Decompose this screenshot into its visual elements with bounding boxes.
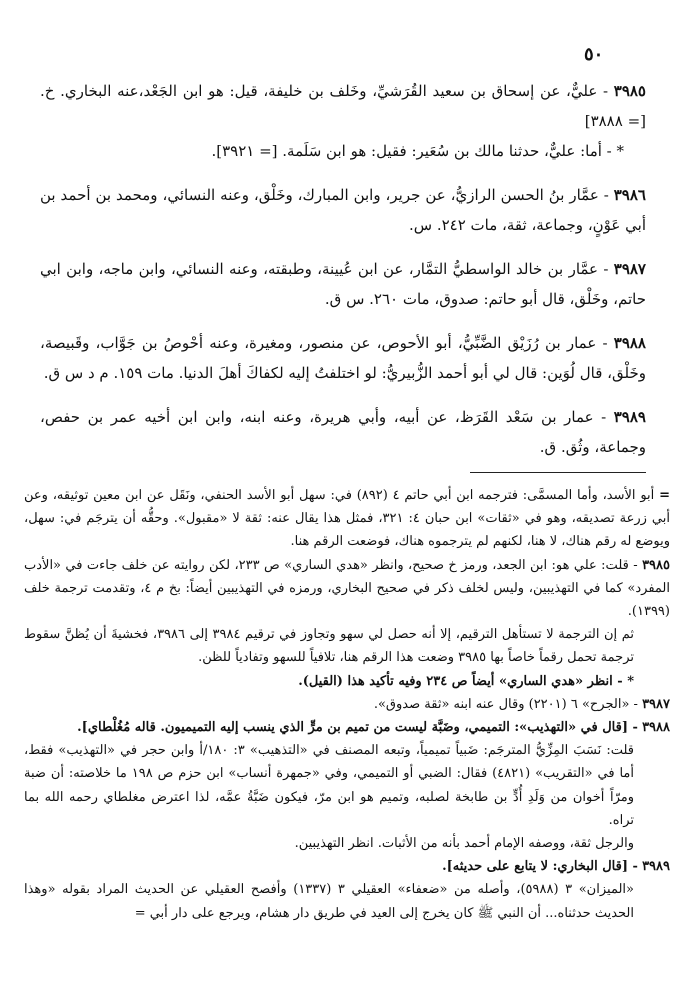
- note-text: - [قال البخاري: لا يتابع على حديثه].: [442, 859, 638, 875]
- note-number: =: [659, 488, 670, 503]
- entry-text: - عمار بن سَعْد القَرَظ، عن أبيه، وأبي هريرة، وعنه ابنه، وابن ابن أخيه عمر بن حفص، وجماعة، وثُق. ق.: [40, 408, 646, 456]
- footnotes: [24, 484, 670, 925]
- entry-text: - عمَّار بنُ الحسن الرازيُّ، عن جرير، وابن المبارك، وخَلْق، وعنه النسائي، ومحمد بن أحمد بن أبي عَوْنٍ، وجماعة، ثقة، مات ٢٤٢. س.: [40, 186, 646, 234]
- note-paragraph: قلت: نَسَبَ المِزِّيُّ المترجَم: ضَبياً تميمياً، وتبعه المصنف في «التذهيب» ٣: ١٨٠/أ وابن حجر في «التهذيب» فقط، أما في «التقريب» (٤٨٢١) فقال: الضبي أو التميمي، وفي «جمهرة أنساب» ابن حزم ص ١٩٨ ما خلاصته: أن ضبة ومرّاً أخوان من وَلَدِ أُدٍّ بن طابخة لصلبه، وتميم هو ابن مرّ، فيكون ضَبَّةُ عمَّه، لذا اعترض مغلطاي رحمه الله بما تراه.: [24, 743, 635, 828]
- note-3985: [24, 554, 670, 693]
- entry-3989: [40, 402, 646, 462]
- entry-number: ٣٩٨٥: [613, 82, 646, 100]
- note-3988: [24, 716, 670, 855]
- note-paragraph: ثم إن الترجمة لا تستأهل الترقيم، إلا أنه حصل لي سهو وتجاوز في ترقيم ٣٩٨٤ إلى ٣٩٨٦، فخشيةَ أن يُظنَّ سقوط ترجمة تحمل رقماً خاصاً بها ٣٩٨٥ وضعت هذا الرقم هنا، تلافياً للسهو وتفادياً للظن.: [24, 627, 634, 666]
- note-3989: [24, 855, 670, 925]
- note-text: أبو الأسد، وأما المسمَّى: فترجمه ابن أبي حاتم ٤ (٨٩٢) في: سهل أبو الأسد الحنفي، ونَقَل عن ابن معين توثيقه، وعن أبي زرعة تصديقه، وهو في «ثقات» ابن حبان ٤: ٣٢١، فمثل هذا يقال عنه: ثقة لا «مقبول». وحقُّه أن يترجَم في: سهل، ويوضع له رقم هناك، لا هنا، لكنهم لم يترجموه هناك، فوضعت الرقم هنا.: [24, 488, 670, 550]
- entry-number: ٣٩٨٨: [613, 334, 646, 352]
- note-3987: [24, 693, 670, 716]
- note-paragraph: «الميزان» ٣ (٥٩٨٨)، وأصله من «ضعفاء» العقيلي ٣ (١٣٣٧) وأفصح العقيلي عن الحديث المراد بقوله «وهذا الحديث حدثناه... أن النبي ﷺ كان يخرج إلى العيد في طريق دار هشام، ويرجع على دار أبي =: [24, 882, 634, 921]
- entry-3985: [40, 76, 646, 166]
- note-number: ٣٩٨٥: [642, 557, 670, 573]
- note-continuation: [24, 484, 670, 554]
- footnote-divider: [470, 472, 646, 473]
- note-number: ٣٩٨٧: [642, 696, 670, 712]
- page-number: ٥٠: [584, 44, 604, 65]
- main-text: [40, 76, 646, 476]
- note-text: - «الجرح» ٦ (٢٢٠١) وقال عنه ابنه «ثقة صدوق».: [373, 696, 638, 712]
- entry-3986: [40, 180, 646, 240]
- entry-subnote: * - أما: عليٌّ، حدثنا مالك بن سُعَير: فقيل: هو ابن سَلَمة. [= ٣٩٢١].: [211, 142, 624, 160]
- note-paragraph: * - انظر «هدي الساري» أيضاً ص ٢٣٤ وفيه تأكيد هذا (القيل).: [298, 673, 634, 689]
- note-paragraph: والرجل ثقة، ووصفه الإمام أحمد بأنه من الأثبات. انظر التهذيبين.: [294, 836, 634, 852]
- entry-3988: [40, 328, 646, 388]
- note-number: ٣٩٨٩: [642, 859, 670, 875]
- entry-text: - عمَّار بن خالد الواسطيُّ التمَّار، عن ابن عُيينة، وطبقته، وعنه النسائي، وابن ماجه، وابن ابي حاتم، وخَلْق، قال أبو حاتم: صدوق، مات ٢٦٠. س ق.: [40, 260, 646, 308]
- entry-text: - عليٌّ، عن إسحاق بن سعيد القُرَشيِّ، وخَلف بن خليفة، قيل: هو ابن الجَعْد،عنه البخاري. خ. [= ٣٨٨٨]: [40, 82, 646, 130]
- entry-number: ٣٩٨٩: [613, 408, 646, 426]
- entry-number: ٣٩٨٧: [613, 260, 646, 278]
- note-text: - [قال في «التهذيب»: التميمي، وضَبَّة ليست من تميم بن مرٍّ الذي ينسب إليه التميميون. قاله مُغُلْطاي].: [77, 720, 638, 736]
- note-number: ٣٩٨٨: [642, 720, 670, 736]
- entry-number: ٣٩٨٦: [613, 186, 646, 204]
- entry-3987: [40, 254, 646, 314]
- entry-text: - عمار بن رُزَيْق الضَّبِّيُّ، أبو الأحوص، عن منصور، ومغيرة، وعنه أحْوصُ بن جَوَّاب، وقَبيصة، وخَلْق، قال لُوَين: قال لي أبو أحمد الزُّبيريُّ: لو اختلفتُ إليه لكفاكَ أهلَ الدنيا. مات ١٥٩. م د س ق.: [40, 334, 646, 382]
- note-text: - قلت: علي هو: ابن الجعد، ورمز خ صحيح، وانظر «هدي الساري» ص ٢٣٣، لكن روايته عن خلف جاءت في «الأدب المفرد» كما في التهذيبين، وليس لخلف ذكر في صحيح البخاري، ورمزه في التهذيبين أيضاً: بخ م ٤، وتقدمت ترجمة خلف (١٣٩٩).: [24, 557, 670, 620]
